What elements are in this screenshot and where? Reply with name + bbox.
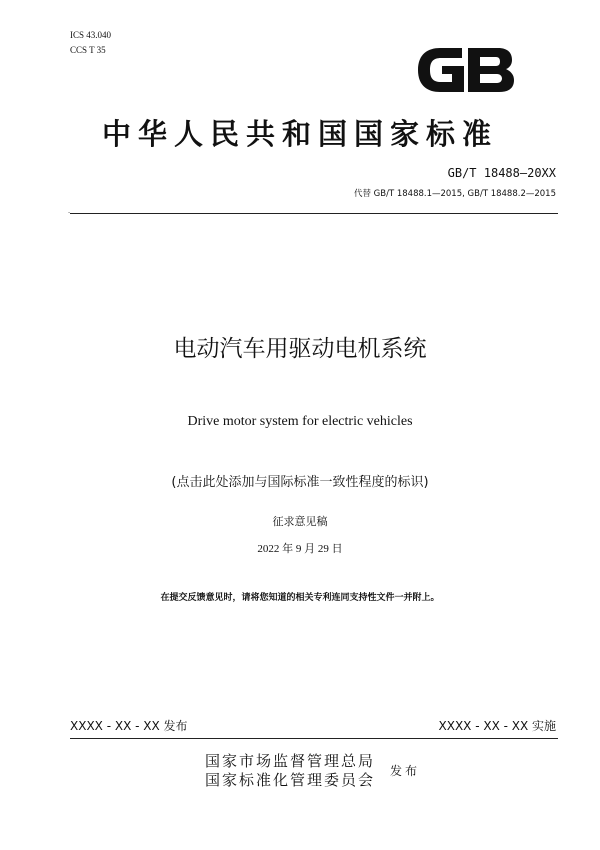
draft-label: 征求意见稿: [272, 515, 328, 528]
issue-word: 发布: [390, 764, 421, 778]
header-divider: [70, 213, 558, 214]
standard-number: GB/T 18488—20XX: [447, 166, 556, 180]
issuing-bodies: [205, 752, 375, 790]
ccs-code: CCS T 35: [70, 45, 106, 55]
ics-code: ICS 43.040: [70, 30, 112, 40]
margin-mark: -: [68, 209, 71, 216]
publish-date: XXXX - XX - XX 发布: [70, 719, 188, 733]
issuer-sac: 国家标准化管理委员会: [205, 771, 376, 789]
issuer-samr: 国家市场监督管理总局: [205, 752, 376, 770]
national-standard-title: 中华人民共和国国家标准: [101, 117, 498, 151]
document-title-cn: 电动汽车用驱动电机系统: [173, 336, 427, 362]
draft-date: 2022 年 9 月 29 日: [257, 543, 343, 555]
classification-codes: [70, 28, 111, 58]
gb-logo: [410, 42, 520, 98]
submission-notice: 在提交反馈意见时，请将您知道的相关专利连同支持性文件一并附上。: [160, 593, 440, 603]
document-title-en: Drive motor system for electric vehicles: [187, 414, 413, 429]
logo-text: GB: [465, 97, 467, 98]
consistency-placeholder[interactable]: (点击此处添加与国际标准一致性程度的标识): [171, 475, 429, 490]
replaces-line: 代替 GB/T 18488.1—2015, GB/T 18488.2—2015: [353, 189, 556, 199]
footer-divider: [70, 738, 558, 739]
implement-date: XXXX - XX - XX 实施: [438, 719, 556, 733]
